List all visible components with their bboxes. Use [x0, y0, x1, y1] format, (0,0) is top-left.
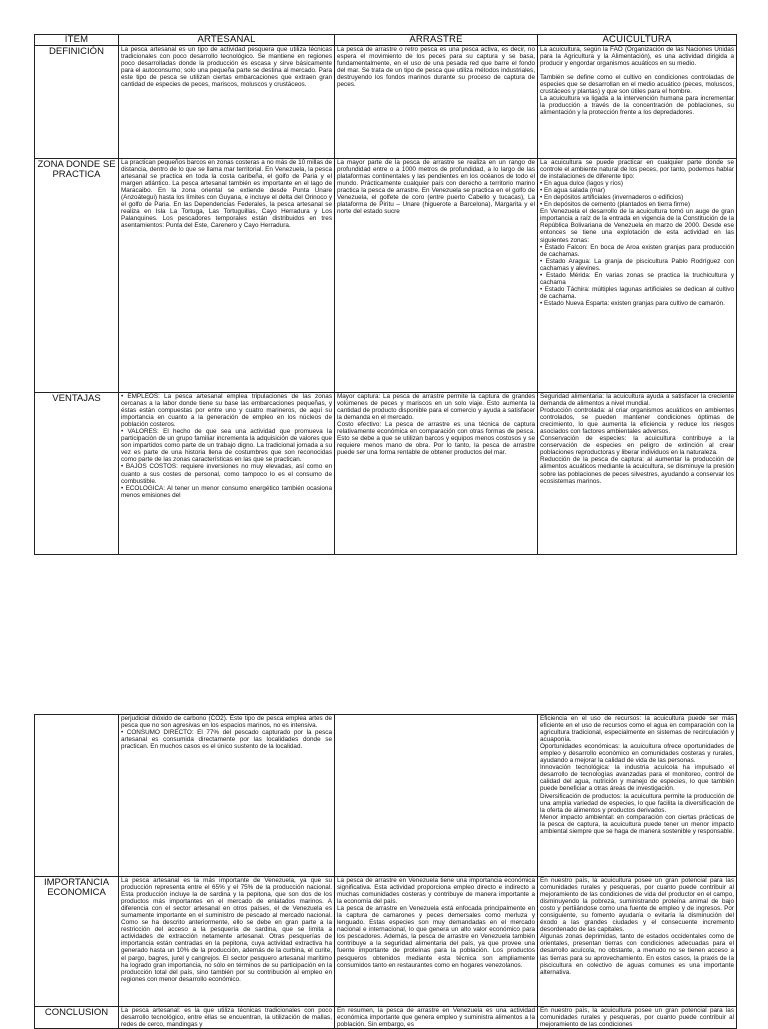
cell-paragraph: La mayor parte de la pesca de arrastre se realiza en un rango de profundidad entre o a 1000 metros de profundidad, a lo largo de las plataformas continentales y las pendientes en los océanos de todo el mundo. Prácticamente cualquier país con derecho a territorio marino practica la pesca de arrastre. En Venezuela se practica en el golfo de Venezuela, el golfete de coro (entre puerto Cabello y tucacas), La plataforma de Piritu – Unare (higuerote a Barcelona), Margarita y el norte del estado sucre — [337, 159, 535, 216]
cell-definicion-arrastre — [335, 46, 538, 159]
cell-paragraph: • En depósitos de cemento (plantados en tierra firme) — [540, 201, 690, 209]
header-acuicultura: ACUICULTURA — [538, 35, 737, 46]
cell-paragraph: Innovación tecnológica: la industria acuícola ha impulsado el desarrollo de tecnologías avanzadas para el monitoreo, control de calidad del agua, nutrición y manejo de especies, lo que también puede beneficiar a otras áreas de investigación. — [540, 764, 734, 793]
cell-conclusion-acuicultura — [538, 1007, 737, 1029]
row-label-ventajas-cont — [35, 715, 119, 877]
cell-importancia-acuicultura — [538, 877, 737, 1007]
header-arrastre: ARRASTRE — [335, 35, 538, 46]
row-label-conclusion: CONCLUSION — [35, 1007, 119, 1029]
cell-ventajas-cont-acuicultura — [538, 715, 737, 877]
cell-paragraph: Mayor captura: La pesca de arrastre permite la captura de grandes volúmenes de peces y mariscos en un solo viaje. Esto aumenta la cantidad de producto disponible para el comercio y ayuda a satisfacer la demanda en el mercado. — [337, 393, 535, 422]
cell-paragraph: Conservación de especies: la acuicultura contribuye a la conservación de especies en peligro de extinción al crear poblaciones reproductoras y liberar individuos en la naturaleza. — [540, 435, 734, 457]
cell-importancia-arrastre — [335, 877, 538, 1007]
cell-zona-artesanal — [119, 159, 335, 393]
cell-paragraph: Costo efectivo: La pesca de arrastre es una técnica de captura relativamente económica en comparación con otras formas de pesca. Esto se debe a que se utilizan barcos y equipos menos costosos y se requiere menos mano de obra. Por lo tanto, la pesca de arrastre puede ser una forma rentable de obtener productos del mar. — [337, 421, 535, 457]
table-row — [35, 715, 737, 877]
cell-paragraph: En nuestro país, la acuicultura posee un gran potencial para las comunidades rurales y pesqueras, por cuanto puede contribuir al mejoramiento de las condiciones — [540, 1007, 734, 1029]
cell-paragraph: En resumen, la pesca de arrastre en Venezuela es una actividad económica importante que genera empleo y suministra alimentos a la población. Sin embargo, es — [337, 1007, 535, 1029]
header-item: ITEM — [35, 35, 119, 46]
row-label-definicion: DEFINICIÓN — [35, 46, 119, 159]
row-label-zona: ZONA DONDE SE PRACTICA — [35, 159, 119, 393]
cell-paragraph: Diversificación de productos: la acuicultura permite la producción de una amplia variedad de especies, lo que facilita la diversificación de la oferta de alimentos y productos derivados. — [540, 792, 734, 814]
cell-paragraph: La practican pequeños barcos en zonas costeras a no más de 10 millas de distancia, dentro de lo que se llama mar territorial. En Venezuela, la pesca artesanal se practica en toda la costa caribeña, el golfo de Paria y el margen atlántico. La pesca artesanal también es importante en el lago de Maracaibo. En la zona oriental se extiende desde Punta Unare (Anzoátegui) hasta los límites con Guyana, e incluye el delta del Orinoco y el golfo de Paria. En las Dependencias Federales, la pesca artesanal se realiza en Isla La Tortuga, Las Tortuguillas, Cayo Herradura y Los Palanquines. Los pescadores temporales están distribuidos en tres asentamientos: Punta del Este, Carenero y Cayo Herradura. — [121, 159, 332, 230]
cell-paragraph: La pesca artesanal es la más importante de Venezuela, ya que su producción representa entre el 65% y el 75% de la producción nacional. Esta producción incluye la de sardina y la pepitona, que son dos de los productos más importantes en el mercado de enlatados marinos. A diferencia con el sector artesanal en otros países, el de Venezuela es sumamente importante en el suministro de pescado al mercado nacional. Como se ha descrito anteriormente, ello se debe en gran parte a la restricción del acceso a la pesquería de sardina, que se limita a actividades de extracción netamente artesanal. Otras pesquerías de importancia están centradas en la pepitona, cuya actividad extractiva ha generado hasta un 10% de la producción, además de la curbina, el curite, el pargo, bagres, jurel y cangrejos. El sector pesquero artesanal marítimo ha logrado gran importancia, no sólo en términos de su participación en la producción total del país, sino también por su contribución al empleo en regiones con menor desarrollo económico. — [121, 877, 332, 983]
document-page-2 — [34, 714, 736, 1029]
cell-paragraph: La pesca artesanal: es la que utiliza técnicas tradicionales con poco desarrollo tecnológico, entre ellas se encuentran, la utilización de mallas, redes de cerco, mandingas y — [121, 1007, 332, 1029]
cell-paragraph: Producción controlada: al criar organismos acuáticos en ambientes controlados, se pueden mantener condiciones óptimas de crecimiento, lo que aumenta la eficiencia y reduce los riesgos asociados con factores ambientales adversos. — [540, 407, 734, 436]
row-label-importancia: IMPORTANCIA ECONOMICA — [35, 877, 119, 1007]
cell-definicion-acuicultura — [538, 46, 737, 159]
header-artesanal: ARTESANAL — [119, 35, 335, 46]
cell-paragraph: La pesca de arrastre o retro pesca es una pesca activa, es decir, no espera el movimiento de los peces para su captura y se basa, fundamentalmente, en el uso de una pesada red que barre el fondo del mar. Se trata de un tipo de pesca que utiliza métodos industriales, destruyendo los fondos marinos durante su proceso de captura de peces. — [337, 46, 535, 89]
cell-paragraph: Algunas zonas deprimidas, tanto de estados occidentales como de orientales, presentan tierras con condiciones adecuadas para el desarrollo acuícola, no obstante, a menudo no se tienen acceso a las tierras para su aprovechamiento. En estos casos, la praxis de la piscicultura en colectivo de aguas comunes es una importante alternativa. — [540, 933, 734, 976]
table-row — [35, 46, 737, 159]
table-header-row — [35, 35, 737, 46]
cell-paragraph: • EMPLEOS: La pesca artesanal emplea tripulaciones de las zonas cercanas a la labor donde tiene su base las embarcaciones pequeñas, y éstas están compuestas por entre uno y cuatro marineros, de aquí su importancia en cuanto a la generación de empleo en los núcleos de población costeros. — [121, 393, 332, 429]
cell-paragraph: • En agua salada (mar) — [540, 187, 605, 195]
table-row — [35, 393, 737, 555]
cell-paragraph: La acuicultura se puede practicar en cualquier parte donde se controle el ambiente natural de los peces, por tanto, podemos hablar de instalaciones de diferente tipo: — [540, 159, 734, 181]
cell-paragraph: También se define como el cultivo en condiciones controladas de especies que se desarrollan en el medio acuático (peces, moluscos, crustáceos y plantas) y que son útiles para el hombre. — [540, 74, 734, 96]
cell-paragraph: La acuicultura va ligada a la intervención humana para incrementar la producción a través de la concentración de poblaciones, su alimentación y la protección frente a los depredadores. — [540, 95, 734, 117]
cell-zona-arrastre — [335, 159, 538, 393]
table-row — [35, 1007, 737, 1029]
cell-paragraph: En Venezuela el desarrollo de la acuicultura tomó un auge de gran importancia a raíz de la entrada en vigencia de la Constitución de la República Bolivariana de Venezuela en marzo de 2000. Desde ese entonces se tiene una explotación de esta actividad en las siguientes zonas: — [540, 208, 734, 244]
comparison-table-continued — [34, 714, 737, 1029]
cell-zona-acuicultura — [538, 159, 737, 393]
cell-ventajas-artesanal — [119, 393, 335, 555]
cell-paragraph: • VALORES: El hecho de que sea una actividad que promueva la participación de un grupo familiar incrementa la adquisición de valores que son impartidos como parte de un trabajo digno. La tradicional jornada a su vez es parte de una historia llena de costumbres que son reconocidas como parte de las zonas características en las que se practican. — [121, 428, 332, 464]
cell-conclusion-artesanal — [119, 1007, 335, 1029]
cell-paragraph: La pesca de arrastre en Venezuela tiene una importancia económica significativa. Esta actividad proporciona empleo directo e indirecto a muchas comunidades costeras y contribuye de manera importante a la economía del país. — [337, 877, 535, 906]
cell-ventajas-acuicultura — [538, 393, 737, 555]
cell-paragraph: perjudicial dióxido de carbono (CO2). Este tipo de pesca emplea artes de pesca que no son agresivas en los espacios marinos, no es intensiva. — [121, 715, 332, 730]
cell-paragraph: • Estado Aragua: La granja de piscicultura Pablo Rodríguez con cachamas y alevines. — [540, 257, 734, 272]
cell-paragraph: • En depósitos artificiales (invernaderos o edificios) — [540, 194, 684, 202]
cell-paragraph: Eficiencia en el uso de recursos: la acuicultura puede ser más eficiente en el uso de recursos como el agua en comparación con la agricultura tradicional, especialmente en sistemas de recirculación y acuaponía. — [540, 715, 734, 744]
cell-ventajas-cont-arrastre — [335, 715, 538, 877]
cell-paragraph: Reducción de la pesca de captura: al aumentar la producción de alimentos acuáticos mediante la acuicultura, se disminuye la presión sobre las poblaciones de peces silvestres, ayudando a conservar los ecosistemas marinos. — [540, 456, 734, 485]
cell-paragraph: Oportunidades económicas: la acuicultura ofrece oportunidades de empleo y desarrollo económico en comunidades costeras y rurales, ayudando a mejorar la calidad de vida de las personas. — [540, 743, 734, 765]
cell-definicion-artesanal — [119, 46, 335, 159]
cell-paragraph: • ECOLOGICA: Al tener un menor consumo energético también ocasiona menos emisiones del — [121, 484, 332, 499]
cell-paragraph: La pesca artesanal es un tipo de actividad pesquera que utiliza técnicas tradicionales con poco desarrollo tecnológico. Se mantiene en regiones poco desarrolladas donde la producción es escasa y sirve básicamente para el autoconsumo; solo una pequeña parte se destina al mercado. Para este tipo de pesca se utilizan ciertas embarcaciones que extraen gran cantidad de especies de peces, mariscos, moluscos y crustáceos. — [121, 46, 332, 89]
cell-paragraph: • Estado Falcon: En boca de Aroa existen granjas para producción de cachamas. — [540, 243, 734, 258]
cell-paragraph: La acuicultura, según la FAO (Organización de las Naciones Unidas para la Agricultura y la Alimentación), es una actividad dirigida a producir y engordar organismos acuáticos en su medio. — [540, 46, 734, 68]
cell-paragraph: La pesca de arrastre en Venezuela está enfocada principalmente en la captura de camarones y peces demersales como merluza y lenguado. Estas especies son muy demandadas en el mercado nacional e internacional, lo que genera un alto valor económico para los pescadores. Además, la pesca de arrastre en Venezuela también contribuye a la seguridad alimentaria del país, ya que provee una fuente importante de proteínas para la población. Los productos pesqueros obtenidos mediante esta técnica son ampliamente consumidos tanto en restaurantes como en hogares venezolanos. — [337, 905, 535, 969]
cell-paragraph: En nuestro país, la acuicultura posee un gran potencial para las comunidades rurales y pesqueras, por cuanto puede contribuir al mejoramiento de las condiciones de vida del productor en el campo, disminuyendo la pobreza, suministrando proteína animal de bajo costo y pertiiándose como una fuente de empleo y de ingresos. Por consiguiente, su fomento ayudaría o evitaría la disminución del éxodo a las grandes ciudades y el consecuente incremento desordenado de las capitales. — [540, 877, 734, 934]
table-row — [35, 877, 737, 1007]
row-label-ventajas: VENTAJAS — [35, 393, 119, 555]
cell-paragraph: Menor impacto ambiental: en comparación con ciertas prácticas de la pesca de captura, la acuicultura puede tener un menor impacto ambiental siempre que se haga de manera sostenible y responsable. — [540, 813, 734, 835]
table-row — [35, 159, 737, 393]
cell-importancia-artesanal — [119, 877, 335, 1007]
cell-ventajas-arrastre — [335, 393, 538, 555]
cell-conclusion-arrastre — [335, 1007, 538, 1029]
cell-ventajas-cont-artesanal — [119, 715, 335, 877]
cell-paragraph: • Estado Táchira: múltiples lagunas artificiales se dedican al cultivo de cachama. — [540, 285, 734, 300]
cell-paragraph: Seguridad alimentaria: la acuicultura ayuda a satisfacer la creciente demanda de alimentos a nivel mundial. — [540, 393, 734, 408]
cell-paragraph: • BAJOS COSTOS: requiere inversiones no muy elevadas, así como en cuanto a sus costes de personal, como tampoco lo es el consumo de combustible. — [121, 463, 332, 485]
comparison-table — [34, 34, 737, 555]
document-page-1 — [34, 34, 736, 556]
cell-paragraph: • Estado Nueva Esparta: existen granjas para cultivo de camarón. — [540, 299, 725, 307]
cell-paragraph: • En agua dulce (lagos y ríos) — [540, 180, 623, 188]
cell-paragraph: • CONSUMO DIRECTO: El 77% del pescado capturado por la pesca artesanal es consumida directamente por las localidades donde se practican. En muchos casos es el único sustento de la localidad. — [121, 729, 332, 751]
cell-paragraph: • Estado Mérida: En varias zonas se practica la truchicultura y cachama — [540, 271, 734, 286]
